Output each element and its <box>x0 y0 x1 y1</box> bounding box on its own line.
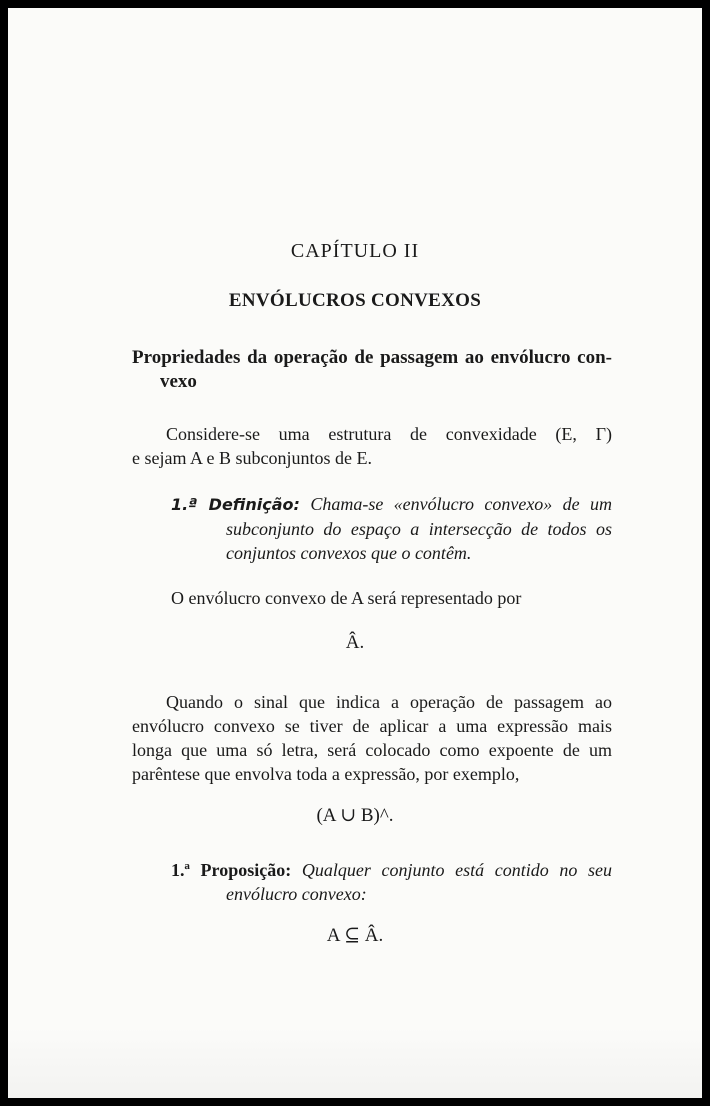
paragraph-line: Considere-se uma estrutura de convexidade (E, Γ) <box>166 424 612 444</box>
proposition-block <box>171 858 612 906</box>
definition-label: 1.ª Definição: <box>171 495 300 514</box>
formula-hull: Â. <box>345 632 365 653</box>
formula-union-hull: (A ∪ B)^. <box>316 805 394 826</box>
proposition-line <box>171 858 612 882</box>
subsection-heading <box>132 346 612 394</box>
definition-line: conjuntos convexos que o contêm. <box>226 543 472 563</box>
paragraph-line: envólucro convexo se tiver de aplicar a uma expressão mais <box>132 716 612 736</box>
definition-block <box>171 492 612 565</box>
proposition-label: 1.ª Proposição: <box>171 860 292 880</box>
paragraph-line: longa que uma só letra, será colocado como expoente de um <box>132 740 612 760</box>
chapter-heading: CAPÍTULO II <box>290 240 420 262</box>
bleed-through-shadow <box>8 1028 702 1098</box>
subsection-heading-line1: Propriedades da operação de passagem ao envólucro con- <box>132 347 612 368</box>
subsection-heading-line2: vexo <box>160 371 197 392</box>
paragraph-line: e sejam A e B subconjuntos de E. <box>132 448 372 468</box>
definition-line: subconjunto do espaço a intersecção de todos os <box>226 519 612 539</box>
paragraph-line: parêntese que envolva toda a expressão, por exemplo, <box>132 764 520 784</box>
definition-line <box>171 492 612 517</box>
proposition-text: Qualquer conjunto está contido no seu <box>301 860 613 880</box>
paragraph-notation <box>132 690 612 786</box>
paragraph-representation: O envólucro convexo de A será representado por <box>171 588 522 608</box>
formula-subset: A ⊆ Â. <box>326 925 384 946</box>
section-title: ENVÓLUCROS CONVEXOS <box>228 290 482 311</box>
paragraph-line: Quando o sinal que indica a operação de passagem ao <box>166 692 612 712</box>
paragraph-structure <box>132 422 612 470</box>
proposition-line: envólucro convexo: <box>226 884 367 904</box>
book-page <box>8 8 702 1098</box>
definition-text: Chama-se «envólucro convexo» de um <box>310 494 613 514</box>
